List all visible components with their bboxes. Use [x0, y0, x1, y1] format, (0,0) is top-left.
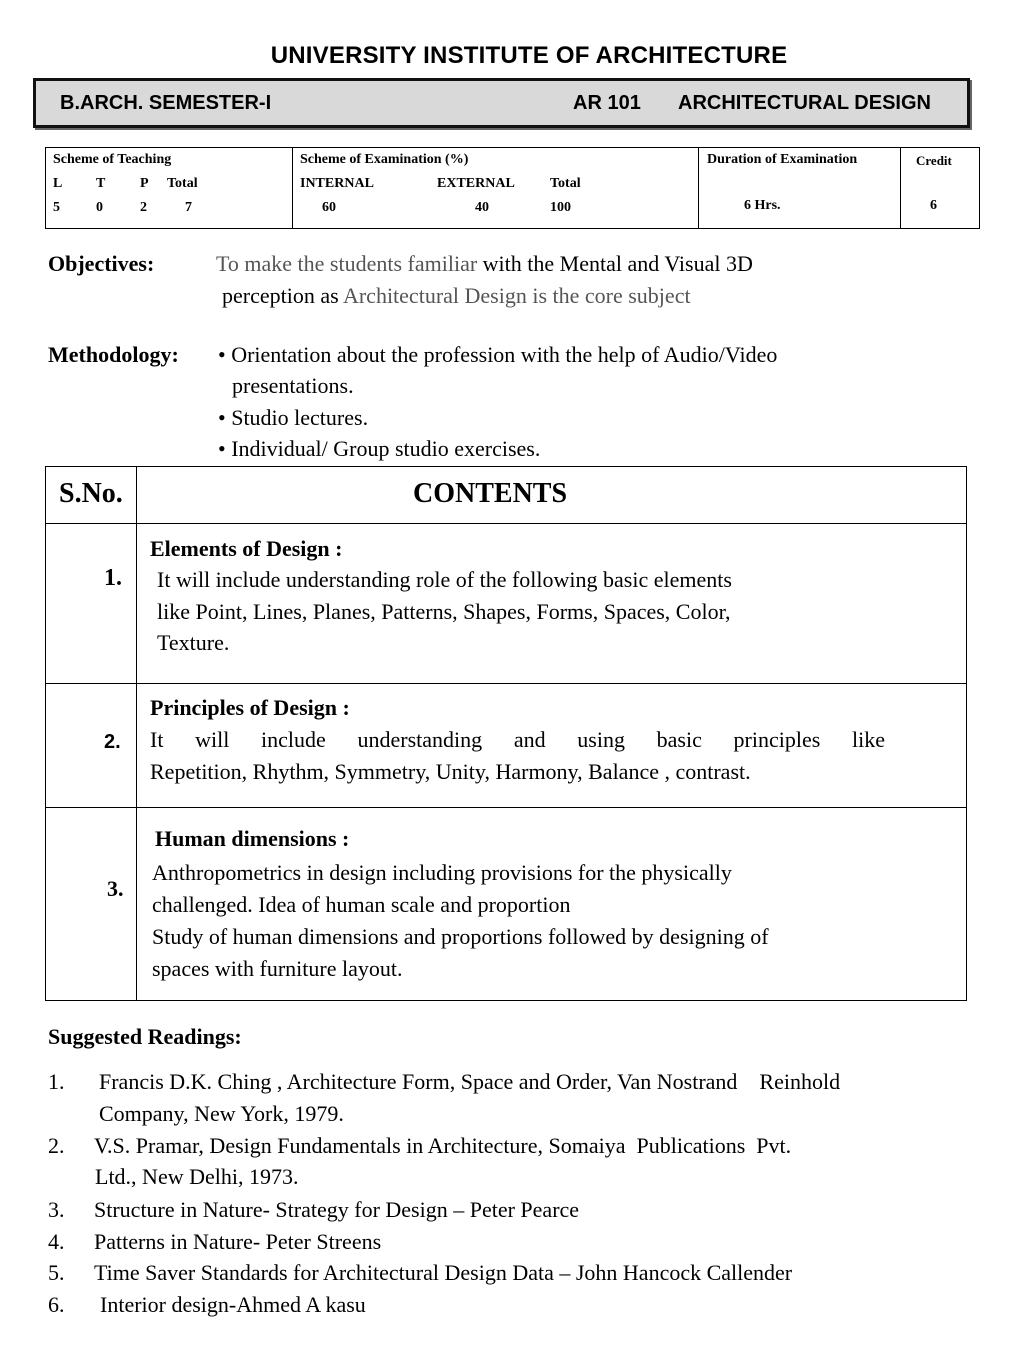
- methodology-item: • Individual/ Group studio exercises.: [218, 436, 541, 461]
- methodology-item: presentations.: [232, 373, 354, 398]
- objectives-label: Objectives:: [48, 251, 155, 276]
- credit-heading: Credit: [916, 153, 952, 168]
- reading-text: Structure in Nature- Strategy for Design – Peter Pearce: [94, 1197, 580, 1222]
- row-text: Study of human dimensions and proportions followed by designing of: [152, 924, 769, 949]
- row-text: spaces with furniture layout.: [152, 956, 403, 981]
- teaching-col-l: L: [53, 176, 63, 191]
- reading-number: 5.: [48, 1260, 65, 1285]
- methodology-label: Methodology:: [48, 342, 179, 367]
- contents-table: [45, 466, 967, 1001]
- teaching-val-p: 2: [140, 200, 147, 215]
- row-number: 2.: [104, 731, 121, 753]
- credit-value: 6: [930, 198, 937, 213]
- scheme-table: [45, 147, 980, 229]
- row-heading: Elements of Design :: [150, 536, 343, 561]
- exam-col-internal: INTERNAL: [300, 176, 374, 191]
- row-heading: Principles of Design :: [150, 695, 350, 720]
- reading-text: Ltd., New Delhi, 1973.: [95, 1164, 299, 1189]
- teaching-val-total: 7: [185, 200, 192, 215]
- reading-text: Patterns in Nature- Peter Streens: [94, 1229, 382, 1254]
- exam-heading: Scheme of Examination (%): [300, 152, 469, 167]
- row-text: challenged. Idea of human scale and proportion: [152, 892, 571, 917]
- methodology-item: • Studio lectures.: [218, 405, 369, 430]
- reading-text: V.S. Pramar, Design Fundamentals in Architecture, Somaiya Publications Pvt.: [94, 1133, 792, 1158]
- reading-number: 1.: [48, 1069, 65, 1094]
- sno-header: S.No.: [59, 478, 123, 509]
- exam-val-internal: 60: [322, 200, 336, 215]
- teaching-heading: Scheme of Teaching: [53, 152, 172, 167]
- reading-number: 2.: [48, 1133, 65, 1158]
- contents-header: CONTENTS: [413, 478, 568, 509]
- reading-text: Interior design-Ahmed A kasu: [100, 1292, 366, 1317]
- row-text: Texture.: [157, 630, 230, 655]
- duration-value: 6 Hrs.: [744, 198, 781, 213]
- row-text: It will include understanding role of the following basic elements: [157, 567, 732, 592]
- exam-val-total: 100: [550, 200, 571, 215]
- page-title: UNIVERSITY INSTITUTE OF ARCHITECTURE: [270, 42, 788, 69]
- row-number: 1.: [104, 565, 122, 591]
- row-text: like Point, Lines, Planes, Patterns, Shapes, Forms, Spaces, Color,: [157, 599, 731, 624]
- reading-text: Time Saver Standards for Architectural Design Data – John Hancock Callender: [94, 1260, 793, 1285]
- teaching-val-t: 0: [96, 200, 103, 215]
- reading-number: 6.: [48, 1292, 65, 1317]
- row-text: Repetition, Rhythm, Symmetry, Unity, Harmony, Balance , contrast.: [150, 759, 751, 784]
- objectives-line-2: [222, 280, 691, 312]
- exam-val-external: 40: [475, 200, 489, 215]
- readings-heading: Suggested Readings:: [48, 1024, 242, 1049]
- reading-number: 4.: [48, 1229, 65, 1254]
- reading-number: 3.: [48, 1197, 65, 1222]
- course-banner: [33, 78, 970, 128]
- exam-col-total: Total: [550, 176, 581, 191]
- course-code: AR 101: [573, 92, 641, 114]
- row-heading: Human dimensions :: [155, 826, 350, 851]
- course-subject: ARCHITECTURAL DESIGN: [678, 92, 931, 114]
- objectives-text-grey: To make the students familiar: [216, 251, 478, 276]
- reading-text: Company, New York, 1979.: [99, 1101, 344, 1126]
- row-number: 3.: [107, 876, 124, 901]
- methodology-item: • Orientation about the profession with the help of Audio/Video: [218, 342, 778, 367]
- reading-text: Francis D.K. Ching , Architecture Form, Space and Order, Van Nostrand Reinhold: [99, 1069, 841, 1094]
- objectives-text-2-grey: Architectural Design is the core subject: [342, 283, 691, 308]
- duration-heading: Duration of Examination: [707, 152, 858, 167]
- teaching-col-p: P: [140, 176, 149, 191]
- objectives-text-2: perception as: [222, 283, 343, 308]
- objectives-line-1: [216, 248, 753, 280]
- semester-label: B.ARCH. SEMESTER-I: [60, 92, 272, 114]
- teaching-val-l: 5: [53, 200, 60, 215]
- teaching-col-t: T: [96, 176, 106, 191]
- teaching-col-total: Total: [167, 176, 198, 191]
- row-text: It will include understanding and using basic principles like: [150, 727, 885, 752]
- exam-col-external: EXTERNAL: [437, 176, 515, 191]
- objectives-text: with the Mental and Visual 3D: [477, 251, 753, 276]
- row-text: Anthropometrics in design including provisions for the physically: [152, 860, 732, 885]
